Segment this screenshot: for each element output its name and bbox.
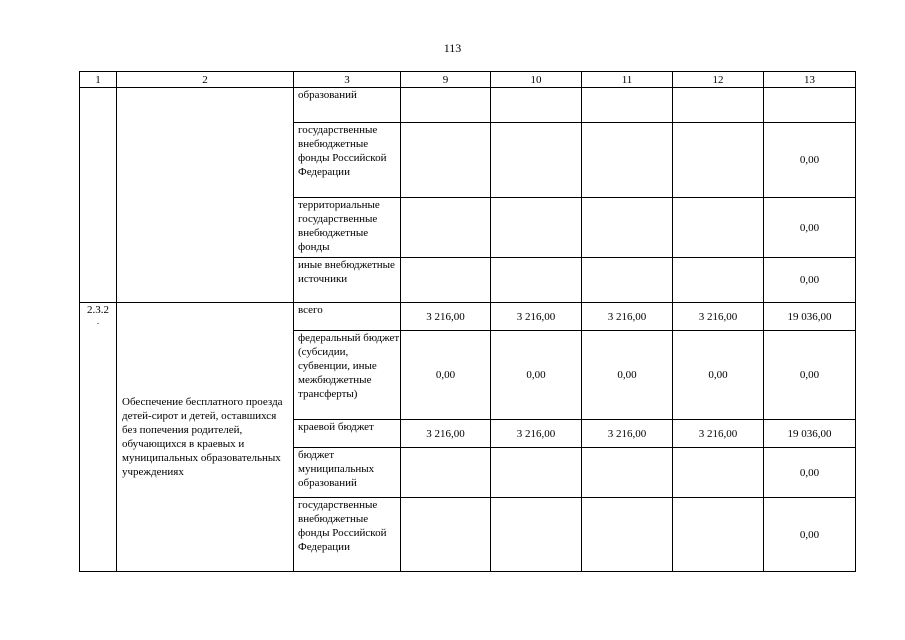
value-cell: 3 216,00: [673, 420, 764, 448]
value-cell: [401, 88, 491, 123]
value-cell: 3 216,00: [582, 420, 673, 448]
value-cell: 3 216,00: [401, 303, 491, 331]
value-cell: 3 216,00: [673, 303, 764, 331]
value-cell: 3 216,00: [401, 420, 491, 448]
value-cell: 0,00: [582, 331, 673, 420]
item-code-suffix: .: [96, 316, 100, 326]
value-cell: 3 216,00: [582, 303, 673, 331]
column-header: 10: [491, 72, 582, 88]
total-cell: 0,00: [764, 258, 856, 303]
table-row: [80, 88, 856, 123]
value-cell: [582, 498, 673, 572]
value-cell: [491, 123, 582, 198]
total-cell: 0,00: [764, 498, 856, 572]
value-cell: [673, 198, 764, 258]
item-name: Обеспечение бесплатного проезда детей-сирот и детей, оставшихся без попечения родителей, обучающихся в краевых и муниципальных образовательных учреждениях: [117, 303, 294, 572]
value-cell: [491, 198, 582, 258]
value-cell: [491, 498, 582, 572]
table-row: [80, 303, 856, 331]
source-cell: государственные внебюджетные фонды Российской Федерации: [294, 498, 401, 572]
source-cell: территориальные государственные внебюджетные фонды: [294, 198, 401, 258]
source-cell: государственные внебюджетные фонды Российской Федерации: [294, 123, 401, 198]
source-cell: федеральный бюджет (субсидии, субвенции, иные межбюджетные трансферты): [294, 331, 401, 420]
value-cell: [491, 88, 582, 123]
value-cell: 0,00: [491, 331, 582, 420]
value-cell: [582, 88, 673, 123]
value-cell: [401, 258, 491, 303]
source-cell: образований: [294, 88, 401, 123]
total-cell: [764, 88, 856, 123]
source-cell: всего: [294, 303, 401, 331]
value-cell: 0,00: [673, 331, 764, 420]
value-cell: [673, 88, 764, 123]
value-cell: [401, 198, 491, 258]
total-cell: 19 036,00: [764, 303, 856, 331]
item-code: 2.3.2: [87, 304, 109, 316]
value-cell: [673, 258, 764, 303]
value-cell: [673, 448, 764, 498]
total-cell: 19 036,00: [764, 420, 856, 448]
code-cell: [80, 303, 117, 572]
total-cell: 0,00: [764, 331, 856, 420]
column-header: 1: [80, 72, 117, 88]
value-cell: [401, 498, 491, 572]
total-cell: 0,00: [764, 448, 856, 498]
total-cell: 0,00: [764, 123, 856, 198]
value-cell: [582, 198, 673, 258]
source-cell: бюджет муниципальных образований: [294, 448, 401, 498]
column-header: 13: [764, 72, 856, 88]
code-cell: [80, 88, 117, 303]
value-cell: [582, 258, 673, 303]
name-cell: [117, 88, 294, 303]
value-cell: 3 216,00: [491, 420, 582, 448]
value-cell: [491, 258, 582, 303]
source-cell: иные внебюджетные источники: [294, 258, 401, 303]
value-cell: [491, 448, 582, 498]
value-cell: 3 216,00: [491, 303, 582, 331]
value-cell: [582, 123, 673, 198]
value-cell: [673, 498, 764, 572]
header-row: [80, 72, 856, 88]
column-header: 11: [582, 72, 673, 88]
value-cell: [582, 448, 673, 498]
column-header: 2: [117, 72, 294, 88]
total-cell: 0,00: [764, 198, 856, 258]
budget-table: [79, 71, 856, 572]
source-cell: краевой бюджет: [294, 420, 401, 448]
value-cell: [401, 123, 491, 198]
value-cell: 0,00: [401, 331, 491, 420]
value-cell: [673, 123, 764, 198]
column-header: 9: [401, 72, 491, 88]
page-number: 113: [443, 41, 462, 55]
column-header: 12: [673, 72, 764, 88]
column-header: 3: [294, 72, 401, 88]
value-cell: [401, 448, 491, 498]
